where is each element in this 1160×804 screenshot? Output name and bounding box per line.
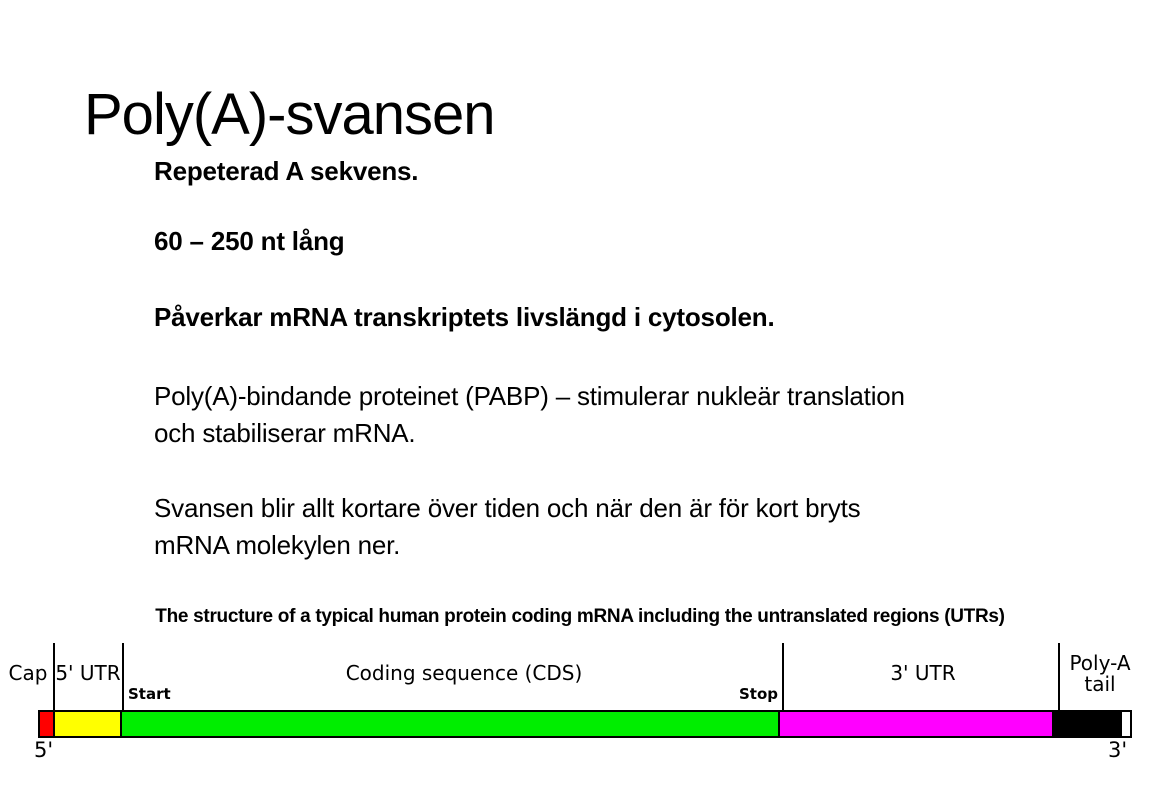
segment-cds [120, 712, 778, 736]
bullet-line: Påverkar mRNA transkriptets livslängd i cytosolen. [154, 302, 775, 332]
bullet-line: och stabiliserar mRNA. [154, 418, 416, 448]
start-codon-label: Start [128, 685, 171, 703]
diagram-title: The structure of a typical human protein coding mRNA including the untranslated regions (UTRs) [155, 606, 1005, 627]
bullet-length [154, 223, 344, 260]
slide-title: Poly(A)-svansen [84, 81, 495, 147]
utr3-label: 3' UTR [890, 661, 956, 685]
segment-cap [40, 712, 53, 736]
bullet-line: Poly(A)-bindande proteinet (PABP) – stimulerar nukleär translation [154, 381, 905, 411]
bullet-lifespan [154, 299, 775, 336]
bullet-line: Svansen blir allt kortare över tiden och när den är för kort bryts [154, 493, 861, 523]
polya-tail-label-line2: tail [1084, 672, 1116, 696]
boundary-line-cds-utr3 [782, 643, 784, 710]
bullet-line: 60 – 250 nt lång [154, 226, 345, 256]
polya-tail-label [1064, 653, 1136, 695]
segment-polya-tail [1052, 712, 1122, 736]
boundary-line-utr5-cds [122, 643, 124, 710]
bullet-pabp [154, 378, 905, 452]
segment-utr5 [53, 712, 120, 736]
bullet-line: Repeterad A sekvens. [154, 156, 419, 186]
boundary-line-utr3-polya [1058, 643, 1060, 710]
bullet-repeated-a [154, 153, 418, 190]
stop-codon-label: Stop [738, 685, 778, 703]
polya-tail-label-line1: Poly-A [1069, 651, 1131, 675]
boundary-line-cap-utr5 [53, 643, 55, 710]
bullet-shortening [154, 490, 860, 564]
mrna-structure-diagram [0, 600, 1160, 804]
cds-label: Coding sequence (CDS) [345, 661, 583, 685]
bullet-line: mRNA molekylen ner. [154, 530, 401, 560]
five-prime-label: 5' [34, 738, 54, 762]
segment-utr3 [778, 712, 1052, 736]
three-prime-label: 3' [1108, 738, 1128, 762]
utr5-label: 5' UTR [55, 661, 121, 685]
mrna-bar [38, 710, 1132, 738]
cap-label: Cap [8, 661, 48, 685]
